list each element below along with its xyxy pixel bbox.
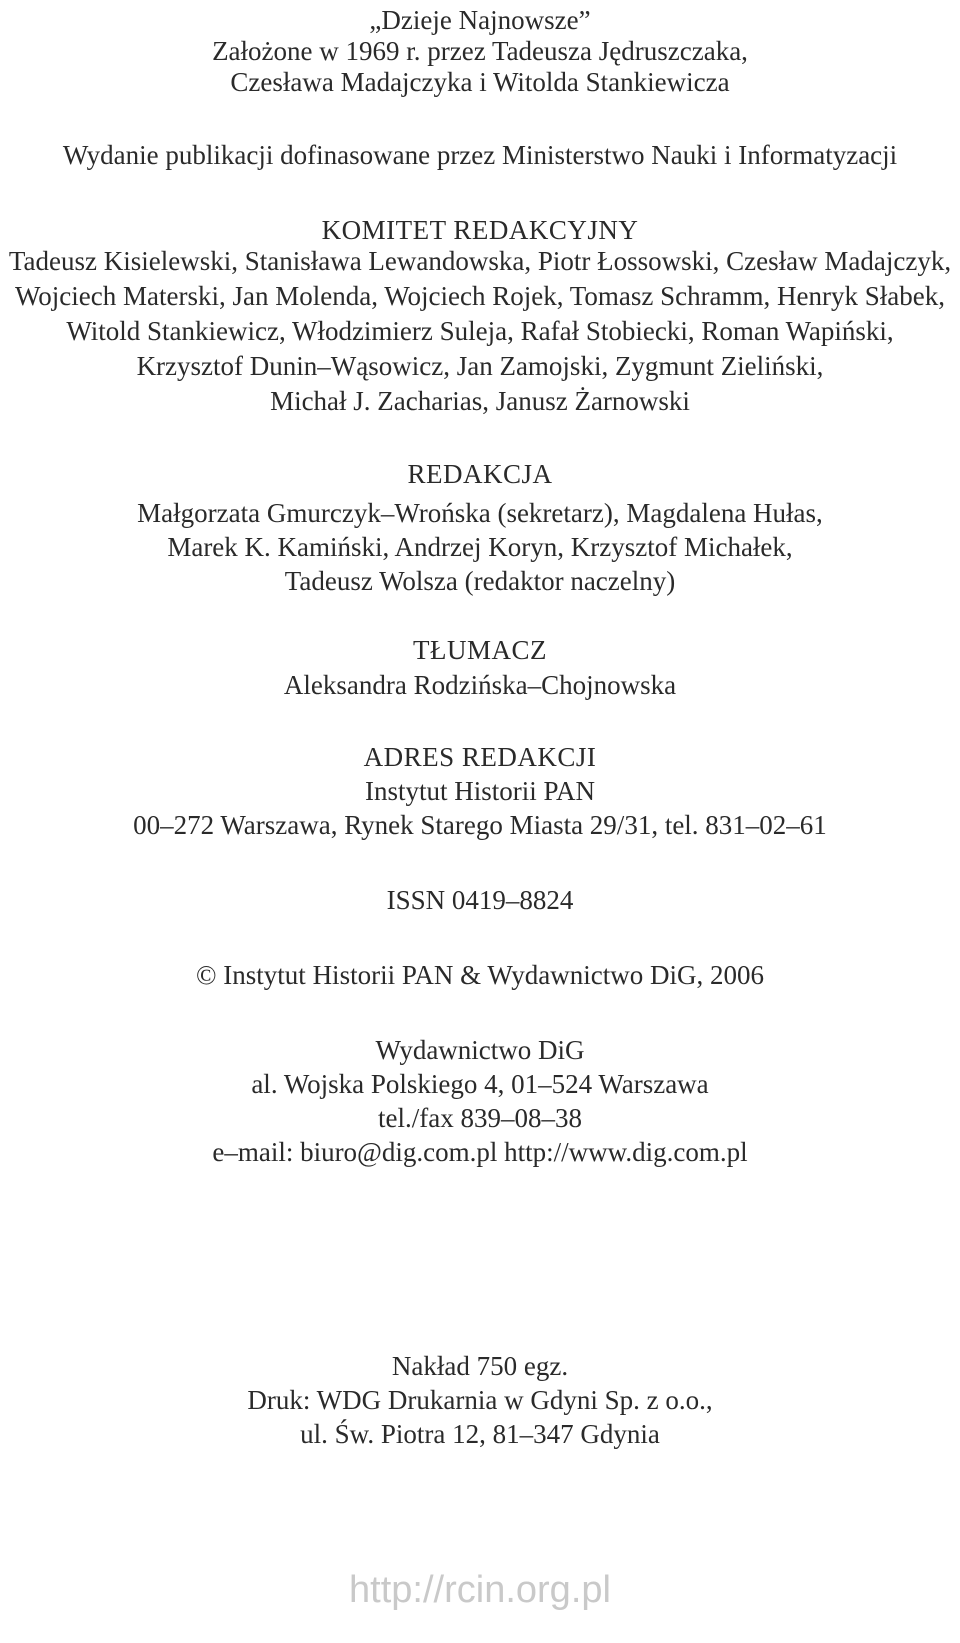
printer-address: ul. Św. Piotra 12, 81–347 Gdynia [300, 1419, 660, 1449]
printer-name: Druk: WDG Drukarnia w Gdyni Sp. z o.o., [247, 1385, 713, 1415]
publisher-contact: e–mail: biuro@dig.com.pl http://www.dig.com.pl [212, 1137, 748, 1167]
founded-line-1: Założone w 1969 r. przez Tadeusza Jędruszczaka, [212, 36, 748, 66]
series-title: „Dzieje Najnowsze” [369, 5, 591, 35]
publisher-name: Wydawnictwo DiG [375, 1035, 585, 1065]
committee-line: Witold Stankiewicz, Włodzimierz Suleja, Rafał Stobiecki, Roman Wapiński, [66, 316, 894, 346]
committee-heading: KOMITET REDAKCYJNY [321, 215, 639, 245]
publisher-address: al. Wojska Polskiego 4, 01–524 Warszawa [251, 1069, 709, 1099]
address-heading: ADRES REDAKCJI [363, 742, 597, 772]
editorial-office-line: Tadeusz Wolsza (redaktor naczelny) [284, 566, 676, 596]
print-run: Nakład 750 egz. [391, 1351, 569, 1381]
watermark-url: http://rcin.org.pl [349, 1569, 611, 1611]
copyright: © Instytut Historii PAN & Wydawnictwo DiG, 2006 [196, 960, 764, 990]
committee-line: Tadeusz Kisielewski, Stanisława Lewandowska, Piotr Łossowski, Czesław Madajczyk, [8, 246, 952, 276]
publisher-phone: tel./fax 839–08–38 [378, 1103, 582, 1133]
translator-name: Aleksandra Rodzińska–Chojnowska [283, 670, 677, 700]
issn: ISSN 0419–8824 [386, 885, 574, 915]
editorial-office-heading: REDAKCJA [407, 459, 553, 489]
editorial-office-line: Marek K. Kamiński, Andrzej Koryn, Krzysztof Michałek, [167, 532, 793, 562]
address-institution: Instytut Historii PAN [364, 776, 596, 806]
committee-line: Wojciech Materski, Jan Molenda, Wojciech Rojek, Tomasz Schramm, Henryk Słabek, [14, 281, 946, 311]
founded-line-2: Czesława Madajczyka i Witolda Stankiewicza [230, 67, 730, 97]
translator-heading: TŁUMACZ [413, 635, 547, 665]
address-street: 00–272 Warszawa, Rynek Starego Miasta 29/31, tel. 831–02–61 [133, 810, 827, 840]
committee-line: Krzysztof Dunin–Wąsowicz, Jan Zamojski, Zygmunt Zieliński, [136, 351, 824, 381]
funding-note: Wydanie publikacji dofinasowane przez Ministerstwo Nauki i Informatyzacji [62, 140, 898, 170]
editorial-office-line: Małgorzata Gmurczyk–Wrońska (sekretarz), Magdalena Hułas, [137, 498, 823, 528]
committee-line: Michał J. Zacharias, Janusz Żarnowski [270, 386, 690, 416]
